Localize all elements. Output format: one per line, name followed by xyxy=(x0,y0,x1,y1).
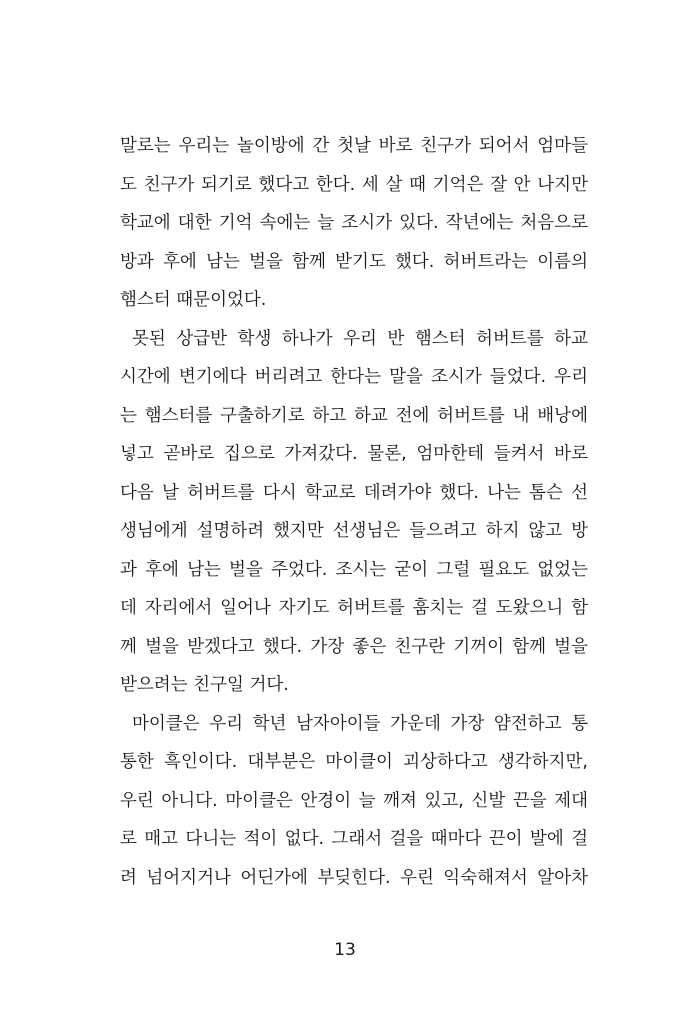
text-line: 우린 아니다. 마이클은 안경이 늘 깨져 있고, 신발 끈을 제대 xyxy=(120,790,588,811)
text-line: 다음 날 허버트를 다시 학교로 데려가야 했다. 나는 톰슨 선 xyxy=(120,482,588,503)
paragraph xyxy=(120,320,588,705)
text-line: 학교에 대한 기억 속에는 늘 조시가 있다. 작년에는 처음으로 xyxy=(120,213,588,233)
text-line: 과 후에 남는 벌을 주었다. 조시는 굳이 그럴 필요도 없었는 xyxy=(120,559,588,580)
page-number: 13 xyxy=(334,940,356,960)
text-line: 생님에게 설명하려 했지만 선생님은 들으려고 하지 않고 방 xyxy=(120,521,588,541)
text-line: 넣고 곧바로 집으로 가져갔다. 물론, 엄마한테 들켜서 바로 xyxy=(120,444,588,464)
text-line: 말로는 우리는 놀이방에 간 첫날 바로 친구가 되어서 엄마들 xyxy=(120,136,588,156)
text-line: 통한 흑인이다. 대부분은 마이클이 괴상하다고 생각하지만, xyxy=(120,752,588,772)
text-line: 방과 후에 남는 벌을 함께 받기도 했다. 허버트라는 이름의 xyxy=(120,251,588,272)
paragraph xyxy=(120,705,588,898)
text-line: 려 넘어지거나 어딘가에 부딪힌다. 우린 익숙해져서 알아차 xyxy=(120,867,588,888)
page-body xyxy=(120,127,588,897)
text-line: 께 벌을 받겠다고 했다. 가장 좋은 친구란 기꺼이 함께 벌을 xyxy=(120,636,588,657)
text-line: 는 햄스터를 구출하기로 하고 하교 전에 허버트를 내 배낭에 xyxy=(120,405,588,426)
text-line: 마이클은 우리 학년 남자아이들 가운데 가장 얌전하고 통 xyxy=(132,713,588,734)
text-line: 로 매고 다니는 적이 없다. 그래서 걸을 때마다 끈이 발에 걸 xyxy=(120,829,588,849)
paragraph xyxy=(120,127,588,320)
text-line: 햄스터 때문이었다. xyxy=(120,290,267,310)
text-line: 시간에 변기에다 버리려고 한다는 말을 조시가 들었다. 우리 xyxy=(120,367,588,387)
text-line: 데 자리에서 일어나 자기도 허버트를 훔치는 걸 도왔으니 함 xyxy=(120,598,588,618)
text-line: 도 친구가 되기로 했다고 한다. 세 살 때 기억은 잘 안 나지만 xyxy=(120,174,588,195)
text-line: 못된 상급반 학생 하나가 우리 반 햄스터 허버트를 하교 xyxy=(132,328,588,349)
text-line: 받으려는 친구일 거다. xyxy=(120,675,289,695)
